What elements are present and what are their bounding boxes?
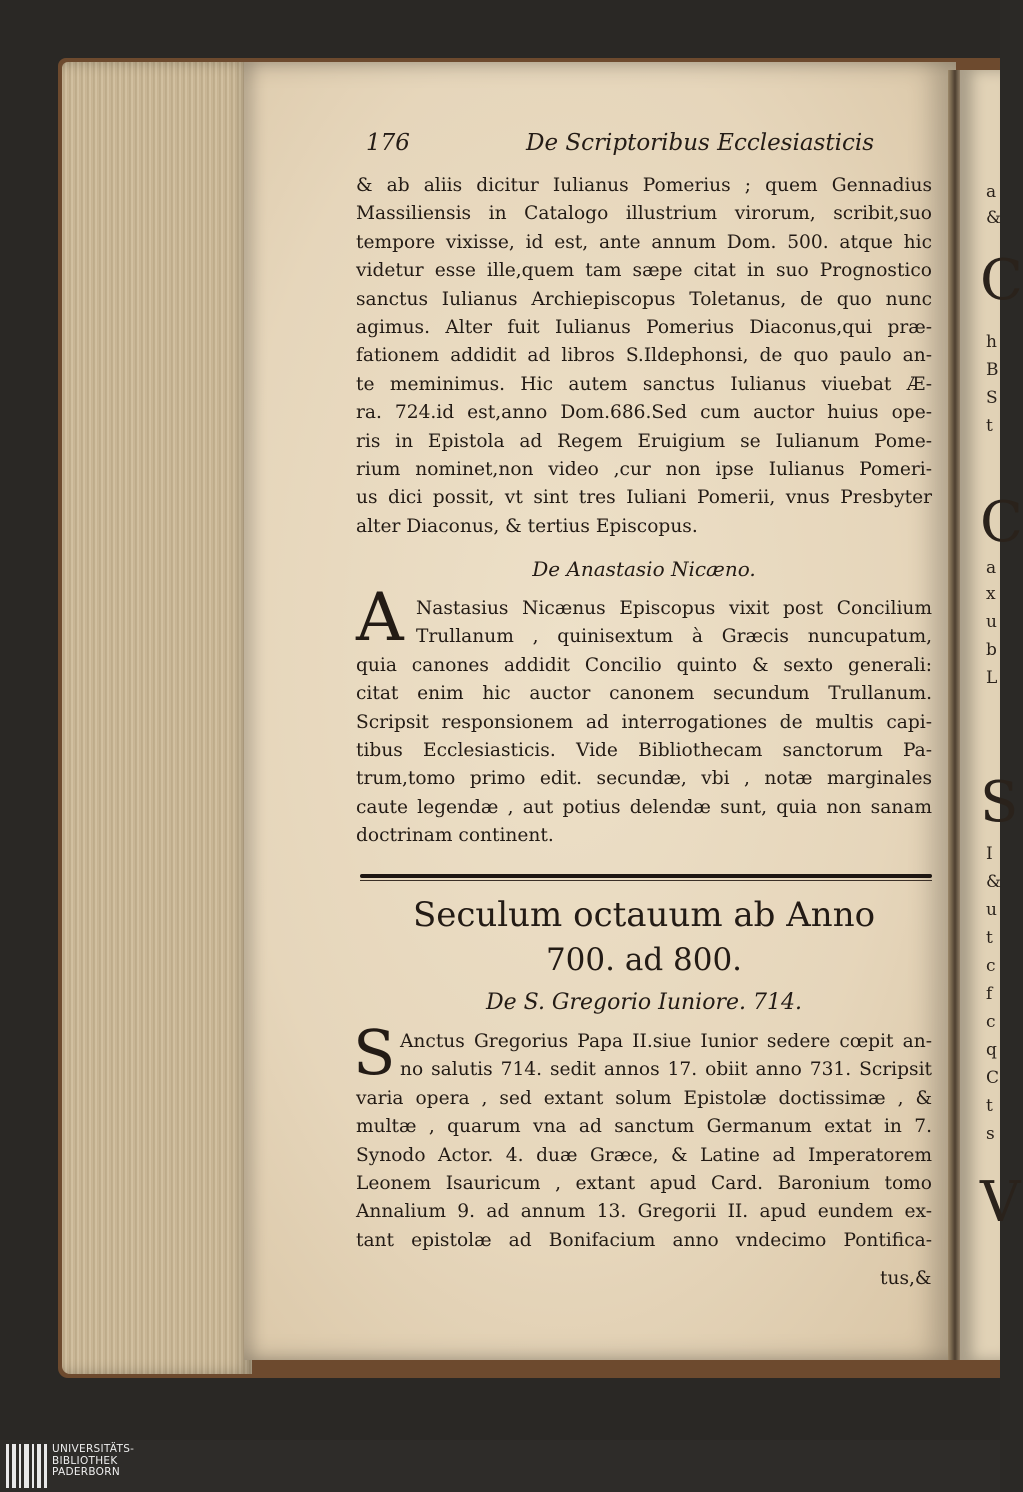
text-line: rium nominet,non video ,cur non ipse Iulianus Pomeri- [356, 459, 932, 481]
text-line: videtur esse ille,quem tam sæpe citat in suo Prognostico [356, 260, 932, 282]
text-line: Trullanum , quinisextum à Græcis nuncupatum, [416, 626, 932, 648]
text-line: ra. 724.id est,anno Dom.686.Sed cum auctor huius ope- [356, 402, 932, 424]
text-line: trum,tomo primo edit. secundæ, vbi , notæ marginales [356, 768, 932, 790]
text-line: Leonem Isauricum , extant apud Card. Baronium tomo [356, 1173, 932, 1195]
fragment-char: u [986, 612, 997, 632]
text-line: us dici possit, vt sint tres Iuliani Pomerii, vnus Presbyter [356, 487, 932, 509]
fragment-char: b [986, 640, 997, 660]
text-line: sanctus Iulianus Archiepiscopus Toletanus, de quo nunc [356, 288, 932, 310]
text-line: caute legendæ , aut potius delendæ sunt, quia non sanam [356, 796, 932, 818]
text-line: tibus Ecclesiasticis. Vide Bibliothecam sanctorum Pa- [356, 740, 932, 762]
text-line: quia canones addidit Concilio quinto & sexto generali: [356, 654, 932, 676]
fragment-char: s [986, 1124, 995, 1144]
text-line: varia opera , sed extant solum Epistolæ doctissimæ , & [356, 1087, 932, 1109]
fragment-char: V [980, 1170, 1021, 1235]
section-heading-anastasius: De Anastasio Nicæno. [532, 557, 756, 581]
text-line: Annalium 9. ad annum 13. Gregorii II. apud eundem ex- [356, 1201, 932, 1223]
fragment-char: c [986, 1012, 996, 1032]
section-divider-rule-thin [360, 880, 932, 881]
paragraph-iulianus [356, 172, 932, 541]
fragment-char: c [986, 956, 996, 976]
section-heading-gregorius: De S. Gregorio Iuniore. 714. [486, 990, 802, 1015]
fragment-char: x [986, 584, 996, 604]
text-line: fationem addidit ad libros S.Ildephonsi, de quo paulo an- [356, 345, 932, 367]
paragraph-anastasius [356, 595, 932, 851]
text-line: citat enim hic auctor canonem secundum Trullanum. [356, 683, 932, 705]
fragment-char: u [986, 900, 997, 920]
text-line: doctrinam continent. [356, 825, 554, 847]
page-number: 176 [366, 130, 410, 156]
fragment-char: C [980, 490, 1023, 555]
fragment-char: L [986, 668, 998, 688]
paragraph-gregorius [356, 1028, 932, 1255]
text-line: te meminimus. Hic autem sanctus Iulianus viuebat Æ- [356, 373, 932, 395]
fragment-char: q [986, 1040, 997, 1060]
text-line: tempore vixisse, id est, ante annum Dom. 500. atque hic [356, 231, 932, 253]
fragment-char: S [986, 388, 998, 408]
library-name-line: BIBLIOTHEK [52, 1454, 118, 1467]
drop-cap: S [353, 1016, 396, 1089]
fragment-char: S [980, 770, 1019, 835]
fragment-char: a [986, 558, 997, 578]
fragment-char: f [986, 984, 993, 1004]
library-name [52, 1444, 134, 1479]
text-line: multæ , quarum vna ad sanctum Germanum extat in 7. [356, 1116, 932, 1138]
section-divider-rule [360, 874, 932, 878]
right-page-fragment [960, 70, 1023, 1360]
text-line: agimus. Alter fuit Iulianus Pomerius Diaconus,qui præ- [356, 317, 932, 339]
fragment-char: C [980, 248, 1023, 313]
text-line: Scripsit responsionem ad interrogationes de multis capi- [356, 711, 932, 733]
library-footer [0, 1440, 1000, 1492]
library-name-line: UNIVERSITÄTS- [52, 1443, 135, 1455]
library-logo-icon [6, 1444, 48, 1488]
library-name-line: PADERBORN [52, 1466, 120, 1478]
text-line: Nastasius Nicænus Episcopus vixit post Concilium [416, 598, 932, 619]
chapter-title-line2: 700. ad 800. [545, 942, 743, 978]
fragment-char: C [986, 1068, 1000, 1088]
page-block-fore-edge [62, 62, 252, 1374]
fragment-char: h [986, 332, 997, 352]
fragment-char: I [986, 844, 993, 864]
running-header [366, 128, 946, 162]
drop-cap: A [356, 579, 404, 656]
text-line: ris in Epistola ad Regem Eruigium se Iulianum Pome- [356, 430, 932, 452]
running-title: De Scriptoribus Ecclesiasticis [526, 130, 874, 156]
fragment-char: t [986, 1096, 993, 1116]
text-line: no salutis 714. sedit annos 17. obiit anno 731. Scripsit [400, 1059, 932, 1081]
fragment-char: & [986, 872, 1002, 892]
text-line: & ab aliis dicitur Iulianus Pomerius ; quem Gennadius [356, 175, 932, 196]
fragment-char: & [986, 208, 1002, 228]
text-line: tant epistolæ ad Bonifacium anno vndecimo Pontifica- [356, 1229, 932, 1251]
fragment-char: a [986, 182, 997, 202]
fragment-char: t [986, 928, 993, 948]
text-line: alter Diaconus, & tertius Episcopus. [356, 515, 698, 537]
fragment-char: B [986, 360, 999, 380]
chapter-title-line1: Seculum octauum ab Anno [412, 895, 876, 935]
fragment-char: t [986, 416, 993, 436]
text-line: Synodo Actor. 4. duæ Græce, & Latine ad Imperatorem [356, 1144, 932, 1166]
text-line: Massiliensis in Catalogo illustrium virorum, scribit,suo [356, 203, 932, 225]
text-line: Anctus Gregorius Papa II.siue Iunior sedere cœpit an- [400, 1031, 932, 1052]
catchword: tus,& [880, 1268, 932, 1289]
